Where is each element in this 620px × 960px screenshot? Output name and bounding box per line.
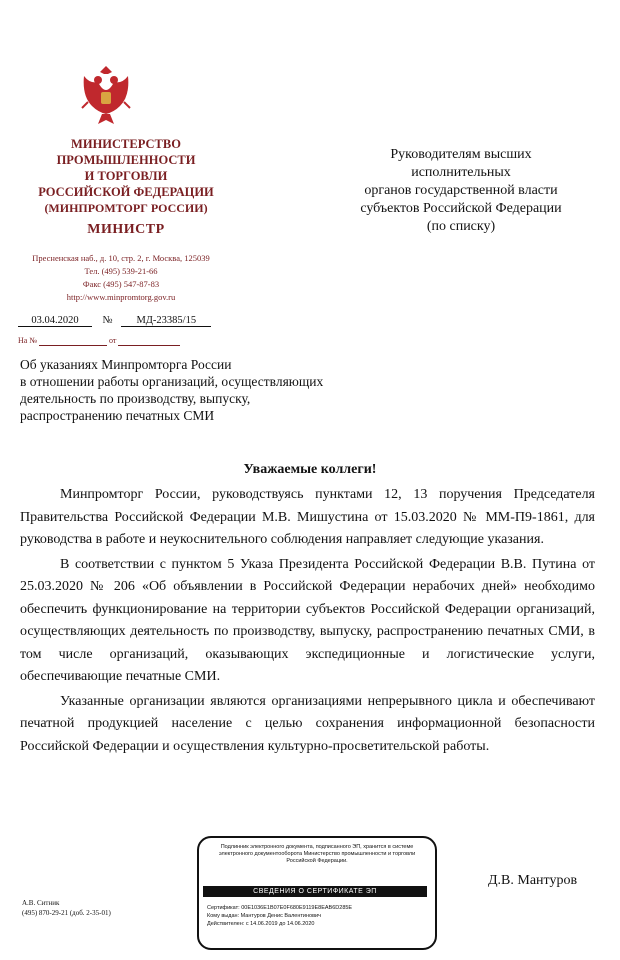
addressee-line: исполнительных <box>411 165 511 180</box>
subject-line: распространению печатных СМИ <box>20 408 215 423</box>
certificate-heading: СВЕДЕНИЯ О СЕРТИФИКАТЕ ЭП <box>203 886 427 897</box>
registration-number-label: № <box>102 315 113 326</box>
registration-line <box>18 315 211 327</box>
addressee-line: субъектов Российской Федерации <box>360 201 562 216</box>
reference-label: На № <box>18 336 37 345</box>
executor-info <box>22 898 111 918</box>
subject-line: деятельность по производству, выпуску, <box>20 391 251 406</box>
reference-line <box>18 336 180 346</box>
ministry-line: РОССИЙСКОЙ ФЕДЕРАЦИИ <box>38 185 214 199</box>
subject-line: в отношении работы организаций, осуществляющих <box>20 374 324 389</box>
certificate-number: Сертификат: 00E1036E1B07E0F680E9119E8EAB6D285E <box>207 905 353 911</box>
certificate-details <box>207 904 431 928</box>
executor-name: А.В. Ситник <box>22 899 60 907</box>
ministry-line: ПРОМЫШЛЕННОСТИ <box>56 153 196 167</box>
minister-title: МИНИСТР <box>87 222 165 237</box>
ministry-line: И ТОРГОВЛИ <box>84 169 168 183</box>
ministry-line: МИНИСТЕРСТВО <box>71 137 181 151</box>
electronic-signature-stamp <box>197 836 437 950</box>
body-paragraph: Указанные организации являются организациями непрерывного цикла и обеспечивают печатной продукцией население с целью сохранения информационной безопасности Российской Федерации и осуществления культурно-просветительской работы. <box>20 693 595 754</box>
letter-body <box>20 484 595 758</box>
addressee-line: (по списку) <box>426 219 496 234</box>
fax-line: Факс (495) 547-87-83 <box>82 279 160 289</box>
address-line: Пресненская наб., д. 10, стр. 2, г. Москва, 125039 <box>32 253 210 263</box>
ministry-name <box>22 136 230 216</box>
body-paragraph: Минпромторг России, руководствуясь пунктами 12, 13 поручения Председателя Правительства Российской Федерации М.В. Мишустина от 15.03.2020 № ММ-П9-1861, для руководства в работе и неукоснительного соблюдения направляет следующие указания. <box>20 487 595 547</box>
signature-notice: Подлинник электронного документа, подписанного ЭП, хранится в системе электронного документооборота Министерство промышленности и торговли Российской Федерации. <box>218 844 416 864</box>
addressee-line: Руководителям высших <box>390 147 532 162</box>
executor-phone: (495) 870-29-21 (доб. 2-35-01) <box>22 909 111 917</box>
greeting: Уважаемые коллеги! <box>243 462 377 477</box>
ministry-address <box>6 252 236 304</box>
reference-from-label: от <box>108 336 117 345</box>
letter-subject <box>20 356 380 424</box>
certificate-validity: Действителен: с 14.06.2019 до 14.06.2020 <box>207 921 315 927</box>
registration-number: МД-23385/15 <box>121 315 211 327</box>
addressee-line: органов государственной власти <box>364 183 558 198</box>
registration-date: 03.04.2020 <box>18 315 92 327</box>
website-line: http://www.minpromtorg.gov.ru <box>66 292 176 302</box>
certificate-owner: Кому выдан: Мантуров Денис Валентинович <box>207 913 321 919</box>
signer-name: Д.В. Мантуров <box>488 873 578 888</box>
phone-line: Тел. (495) 539-21-66 <box>84 266 158 276</box>
body-paragraph: В соответствии с пунктом 5 Указа Президента Российской Федерации В.В. Путина от 25.03.2020 № 206 «Об объявлении в Российской Федерации нерабочих дней» необходимо обеспечить функционирование на территории субъектов Российской Федерации организаций, осуществляющих деятельность по производству, выпуску, распространению печатных СМИ, в том числе организаций, оказывающих экспедиционные и логистические услуги, обеспечивающие печатные СМИ. <box>20 556 595 684</box>
subject-line: Об указаниях Минпромторга России <box>20 357 232 372</box>
addressee-block <box>330 146 592 236</box>
coat-of-arms-icon <box>78 62 134 128</box>
ministry-short-name: (МИНПРОМТОРГ РОССИИ) <box>44 201 208 215</box>
